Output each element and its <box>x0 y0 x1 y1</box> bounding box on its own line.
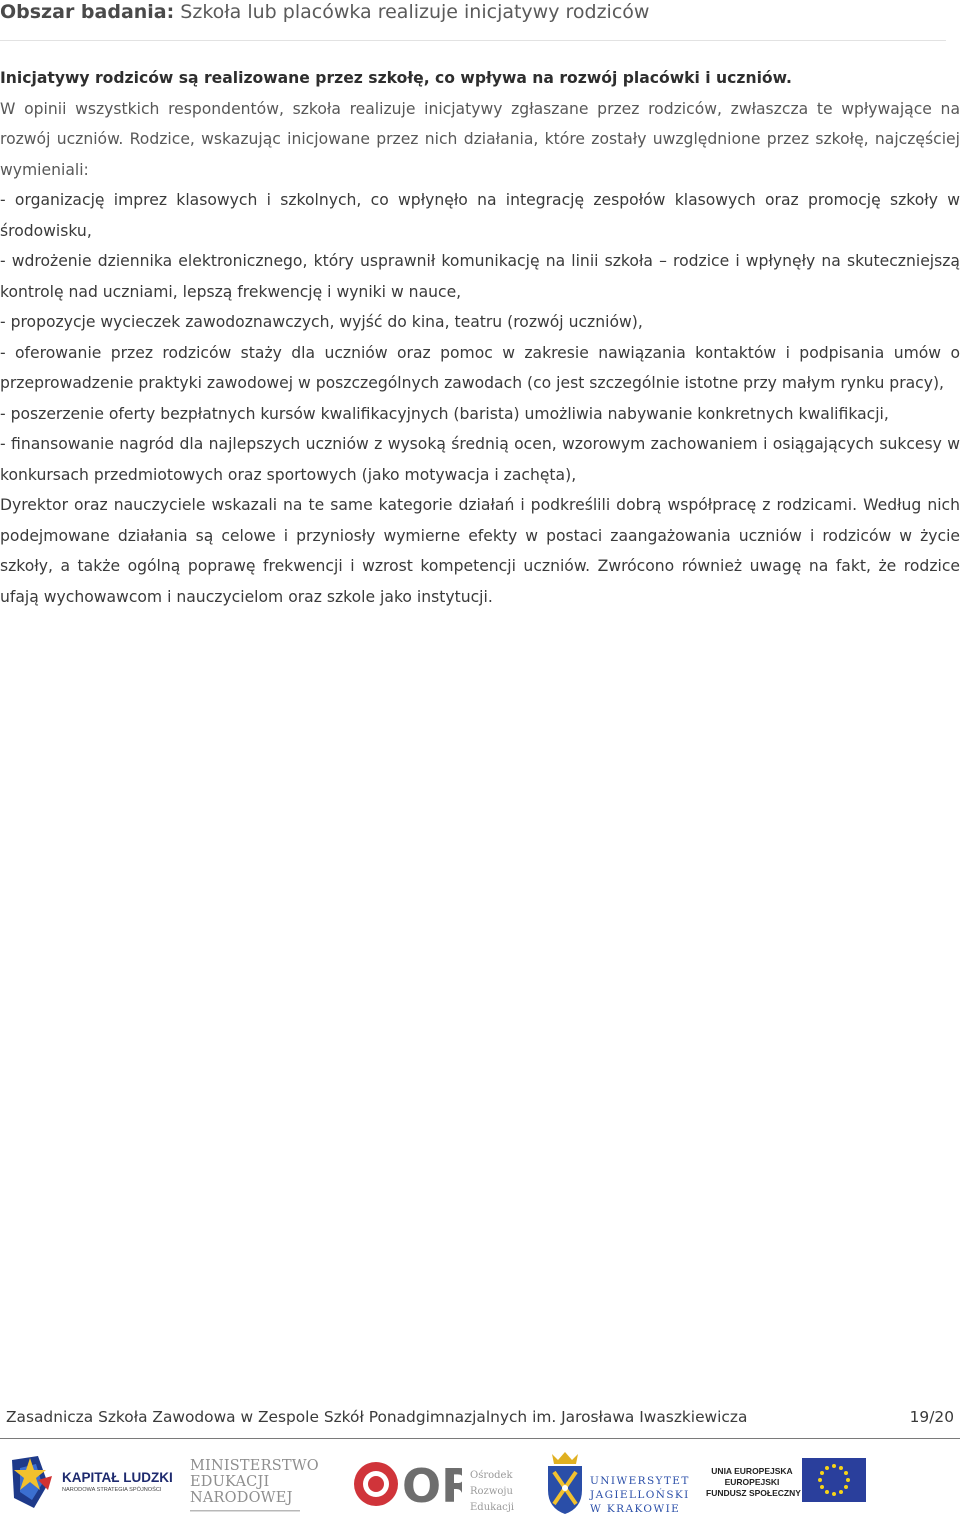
list-item: - wdrożenie dziennika elektronicznego, który usprawnił komunikację na linii szkoła – rodzice i wpłynęły na skuteczniejszą kontrolę nad uczniami, lepszą frekwencję i wyniki w nauce, <box>0 252 960 301</box>
uj-wordmark <box>590 1474 690 1516</box>
uj-crest-icon <box>546 1450 584 1516</box>
ore-line: Edukacji <box>470 1502 515 1513</box>
uj-line: JAGIELLOŃSKI <box>590 1489 690 1501</box>
subheading-text: Inicjatywy rodziców są realizowane przez szkołę, co wpływa na rozwój placówki i uczniów. <box>0 69 792 87</box>
eu-logo <box>706 1454 876 1510</box>
ore-line: Rozwoju <box>470 1486 513 1497</box>
eu-wordmark <box>706 1466 801 1499</box>
eu-line: EUROPEJSKI <box>724 1477 780 1487</box>
list-item: - poszerzenie oferty bezpłatnych kursów kwalifikacyjnych (barista) umożliwia nabywanie konkretnych kwalifikacji, <box>0 404 889 423</box>
men-line: EDUKACJI <box>190 1474 270 1490</box>
area-label: Obszar badania: <box>0 1 175 23</box>
footer-school-name: Zasadnicza Szkoła Zawodowa w Zespole Szkół Ponadgimnazjalnych im. Jarosława Iwaszkiewicza <box>6 1408 748 1426</box>
ore-mark-icon <box>352 1456 462 1512</box>
list-item: - oferowanie przez rodziców staży dla uczniów oraz pomoc w zakresie nawiązania kontaktów i podpisania umów o przeprowadzenie praktyki zawodowej w poszczególnych zawodach (co jest szczególnie istotne przy małym rynku pracy), <box>0 343 960 392</box>
uj-line: W KRAKOWIE <box>590 1503 681 1515</box>
kapital-ludzki-wordmark <box>62 1470 173 1494</box>
area-title: Szkoła lub placówka realizuje inicjatywy rodziców <box>180 1 650 23</box>
section-subheading <box>0 63 960 94</box>
footer-divider <box>0 1438 960 1439</box>
list-item: - finansowanie nagród dla najlepszych uczniów z wysoką średnią ocen, wzorowym zachowaniem i osiągających sukcesy w konkursach przedmiotowych oraz sportowych (jako motywacja i zachęta), <box>0 435 960 484</box>
report-body <box>0 63 960 612</box>
ore-mark-text: OR <box>402 1459 462 1512</box>
page-title <box>0 0 649 24</box>
list-item: - propozycje wycieczek zawodoznawczych, wyjść do kina, teatru (rozwój uczniów), <box>0 313 643 331</box>
kapital-ludzki-logo <box>8 1454 173 1510</box>
men-line: NARODOWEJ <box>190 1490 293 1506</box>
closing-paragraph: Dyrektor oraz nauczyciele wskazali na te same kategorie działań i podkreślili dobrą współpracę z rodzicami. Według nich podejmowane działania są celowe i przyniosły wymierne efekty w postaci zaangażowania uczniów i rodziców w życie szkoły, a także ogólną poprawę frekwencji i wzrost kompetencji uczniów. Zwrócono również uwagę na fakt, że rodzice ufają wychowawcom i nauczycielom oraz szkole jako instytucji. <box>0 496 960 606</box>
intro-paragraph <box>0 94 960 186</box>
men-underline-icon <box>190 1508 300 1514</box>
uj-logo <box>546 1450 696 1516</box>
logo-strip <box>0 1448 960 1518</box>
page-header <box>0 0 946 41</box>
eu-line: FUNDUSZ SPOŁECZNY <box>706 1488 801 1498</box>
kapital-ludzki-subtitle: NARODOWA STRATEGIA SPÓJNOŚCI <box>62 1487 162 1493</box>
kapital-ludzki-title: KAPITAŁ LUDZKI <box>62 1470 173 1485</box>
uj-line: UNIWERSYTET <box>590 1475 690 1487</box>
list-item: - organizację imprez klasowych i szkolnych, co wpłynęło na integrację zespołów klasowych oraz promocję szkoły w środowisku, <box>0 191 960 240</box>
eu-line: UNIA EUROPEJSKA <box>711 1466 793 1476</box>
ore-line: Ośrodek <box>470 1470 513 1481</box>
ore-logo <box>352 1456 527 1516</box>
kapital-ludzki-emblem-icon <box>8 1454 54 1510</box>
men-logo <box>190 1458 319 1514</box>
intro-parents-text: Rodzice, wskazując inicjowane przez nich działania, które zostały uwzględnione przez szkołę, najczęściej wymieniali: <box>0 130 960 179</box>
intro-opinion-text: W opinii wszystkich respondentów, szkoła realizuje inicjatywy zgłaszane przez rodziców, zwłaszcza te wpływające na rozwój uczniów. <box>0 99 960 148</box>
men-line: MINISTERSTWO <box>190 1458 319 1474</box>
page-number: 19/20 <box>909 1408 954 1426</box>
footer-text-row <box>0 1405 960 1429</box>
eu-flag-icon <box>802 1458 866 1502</box>
ore-wordmark <box>470 1468 514 1516</box>
